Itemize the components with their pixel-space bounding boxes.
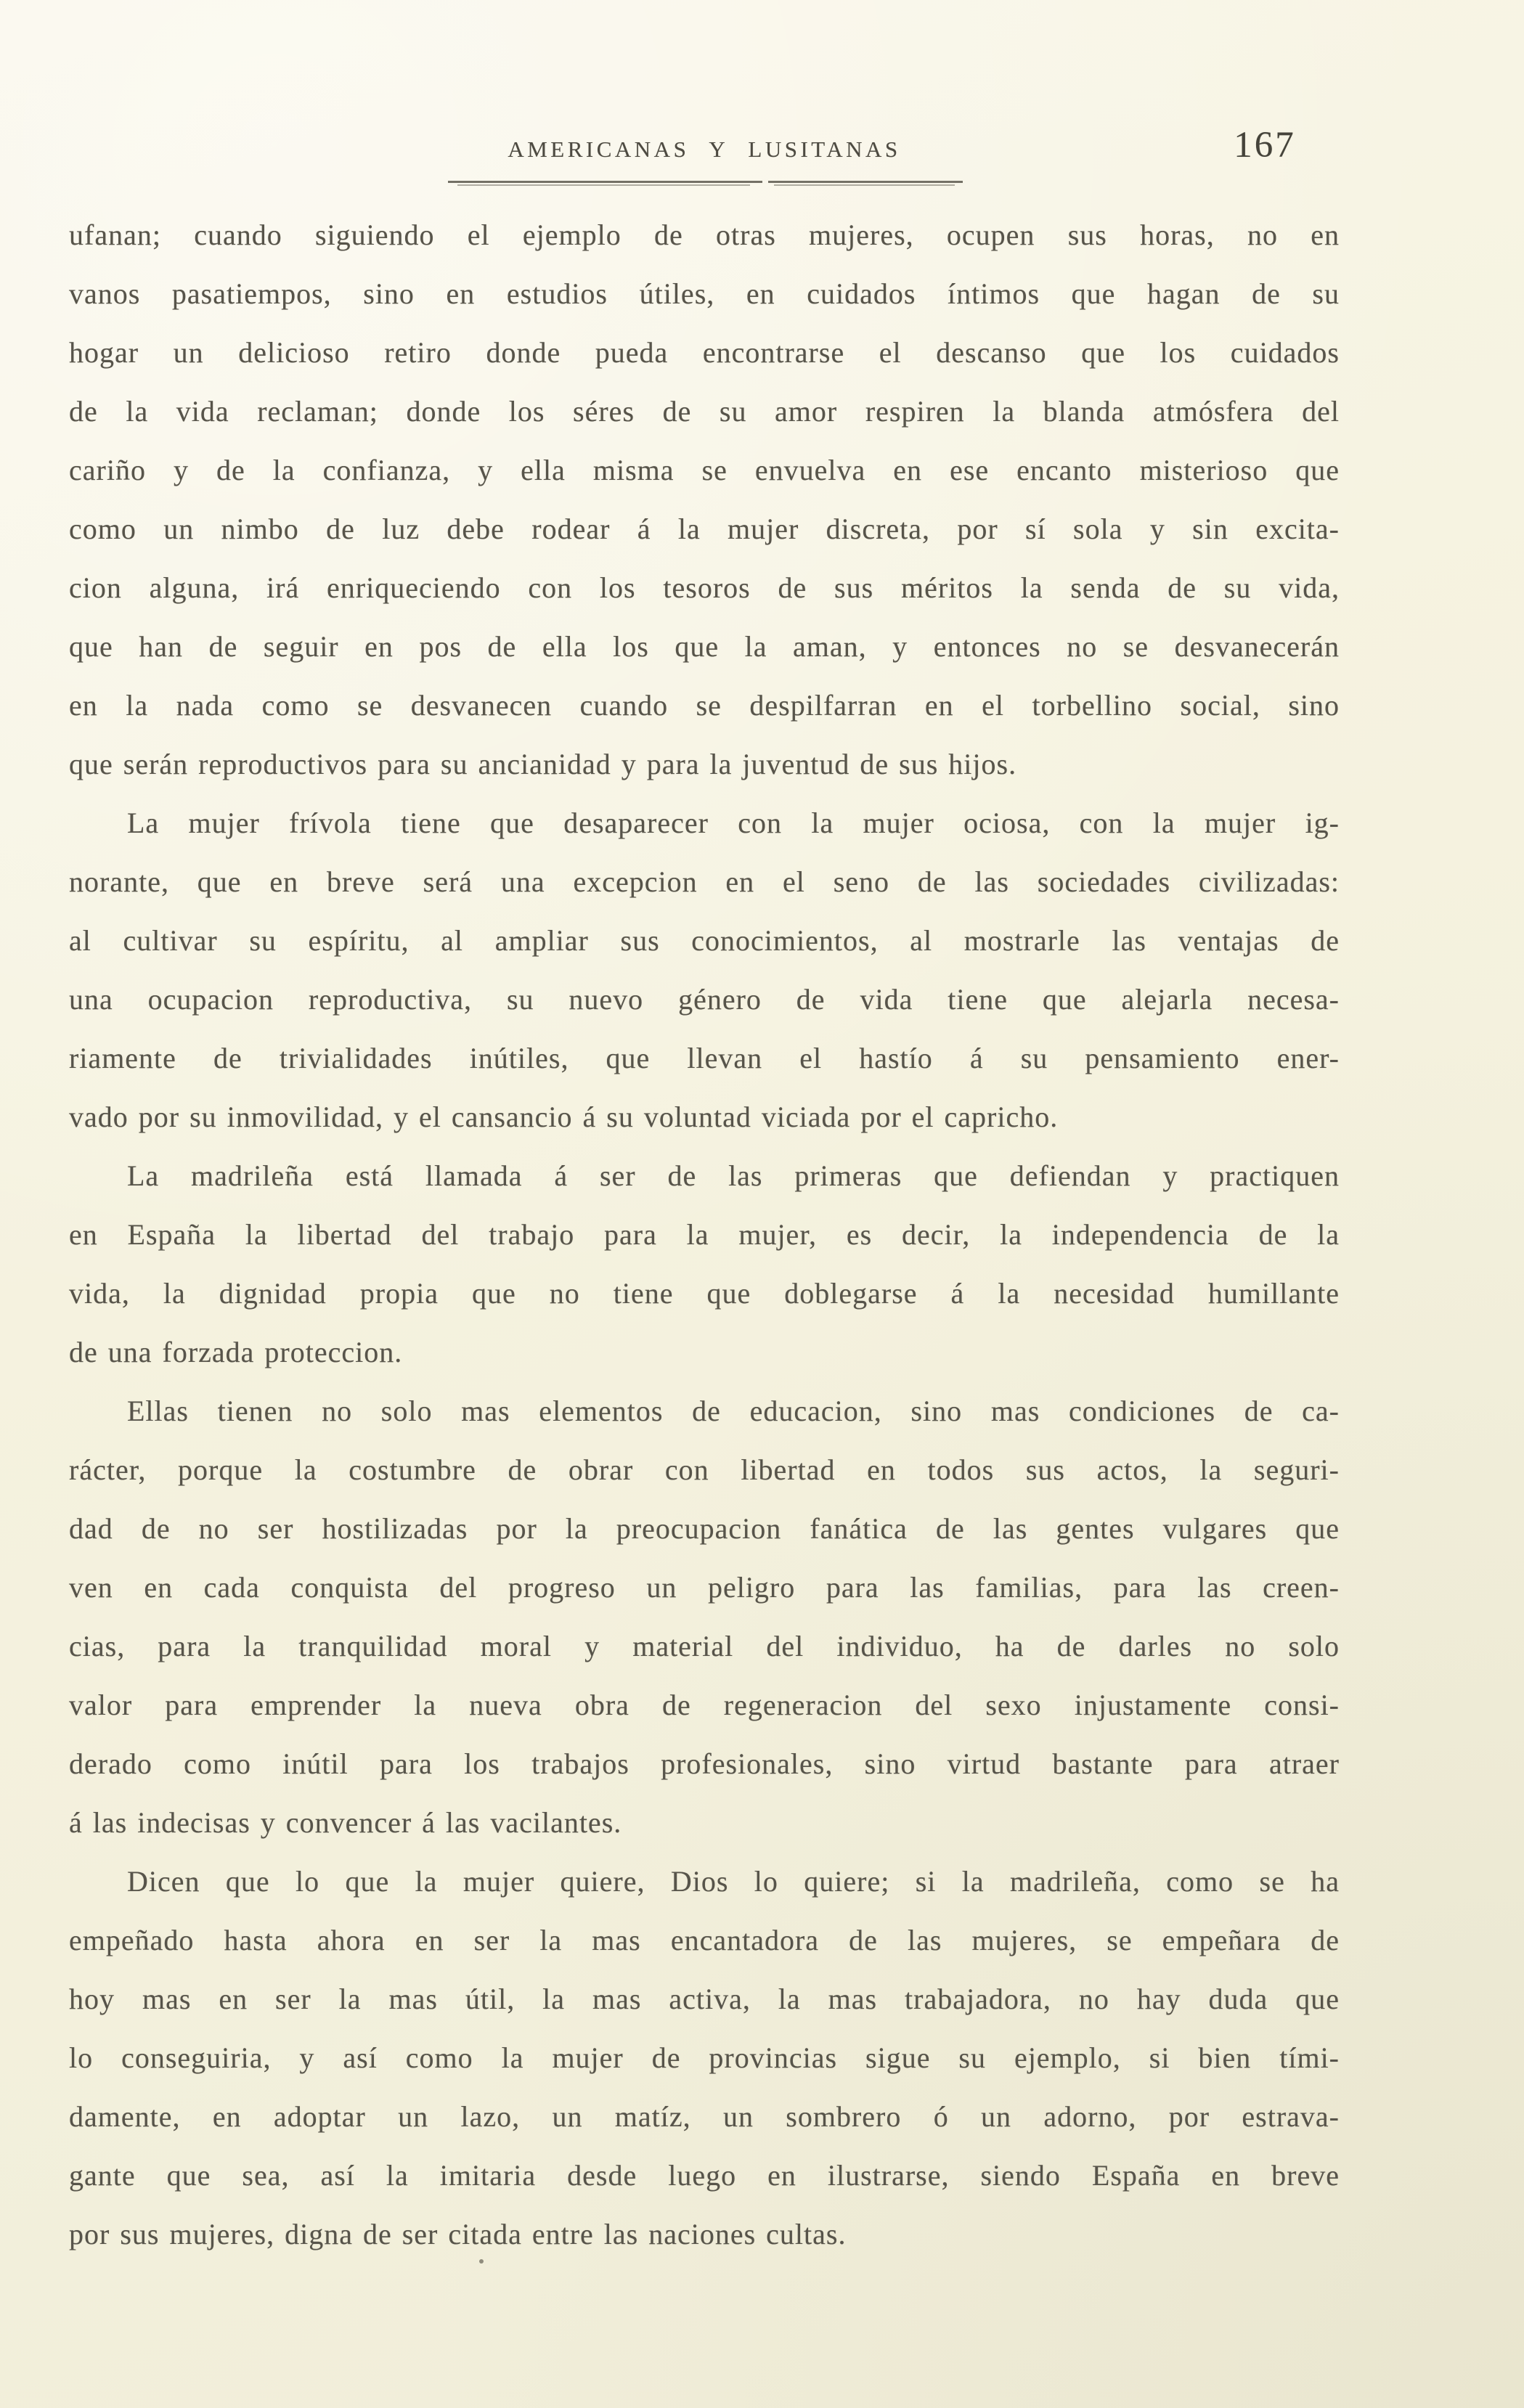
running-header: AMERICANAS Y LUSITANAS: [508, 136, 901, 162]
text-line: hogar un delicioso retiro donde pueda encontrarse el descanso que los cuidados: [69, 336, 1340, 369]
text-line: cias, para la tranquilidad moral y material del individuo, ha de darles no solo: [69, 1630, 1340, 1662]
text-line: por sus mujeres, digna de ser citada entre las naciones cultas.: [69, 2218, 847, 2250]
text-line: hoy mas en ser la mas útil, la mas activa, la mas trabajadora, no hay duda que: [69, 1983, 1340, 2015]
text-line: en la nada como se desvanecen cuando se despilfarran en el torbellino social, sino: [69, 689, 1340, 722]
text-line: á las indecisas y convencer á las vacilantes.: [69, 1806, 622, 1839]
text-line: Dicen que lo que la mujer quiere, Dios lo quiere; si la madrileña, como se ha: [127, 1865, 1340, 1898]
text-line: vida, la dignidad propia que no tiene que doblegarse á la necesidad humillante: [69, 1277, 1340, 1310]
text-line: Ellas tienen no solo mas elementos de educacion, sino mas condiciones de ca-: [127, 1395, 1340, 1427]
text-line: vado por su inmovilidad, y el cansancio á su voluntad viciada por el capricho.: [69, 1101, 1059, 1133]
text-line: valor para emprender la nueva obra de regeneracion del sexo injustamente consi-: [69, 1689, 1340, 1721]
text-line: cariño y de la confianza, y ella misma se envuelva en ese encanto misterioso que: [69, 454, 1340, 486]
header-rule-left: [448, 181, 762, 183]
text-line: de una forzada proteccion.: [69, 1336, 403, 1368]
ink-speck: [479, 2259, 484, 2264]
text-line: La mujer frívola tiene que desaparecer con la mujer ociosa, con la mujer ig-: [127, 807, 1340, 839]
text-line: que serán reproductivos para su ancianidad y para la juventud de sus hijos.: [69, 748, 1017, 780]
text-line: dad de no ser hostilizadas por la preocupacion fanática de las gentes vulgares que: [69, 1512, 1340, 1545]
text-line: al cultivar su espíritu, al ampliar sus conocimientos, al mostrarle las ventajas de: [69, 924, 1340, 957]
text-line: como un nimbo de luz debe rodear á la mujer discreta, por sí sola y sin excita-: [69, 513, 1340, 545]
text-line: rácter, porque la costumbre de obrar con libertad en todos sus actos, la seguri-: [69, 1453, 1340, 1486]
text-line: cion alguna, irá enriqueciendo con los tesoros de sus méritos la senda de su vida,: [69, 571, 1340, 604]
text-line: en España la libertad del trabajo para la mujer, es decir, la independencia de la: [69, 1218, 1340, 1251]
header-rule-right: [768, 181, 963, 183]
text-line: derado como inútil para los trabajos profesionales, sino virtud bastante para atraer: [69, 1747, 1340, 1780]
text-line: vanos pasatiempos, sino en estudios útiles, en cuidados íntimos que hagan de su: [69, 277, 1340, 310]
text-line: damente, en adoptar un lazo, un matíz, un sombrero ó un adorno, por estrava-: [69, 2100, 1340, 2133]
page-number: 167: [1234, 125, 1296, 166]
text-line: ufanan; cuando siguiendo el ejemplo de otras mujeres, ocupen sus horas, no en: [69, 219, 1340, 251]
text-line: riamente de trivialidades inútiles, que llevan el hastío á su pensamiento ener-: [69, 1042, 1340, 1074]
text-line: ven en cada conquista del progreso un peligro para las familias, para las creen-: [69, 1571, 1340, 1604]
text-line: que han de seguir en pos de ella los que la aman, y entonces no se desvanecerán: [69, 630, 1340, 663]
text-line: gante que sea, así la imitaria desde luego en ilustrarse, siendo España en breve: [69, 2159, 1340, 2192]
text-line: norante, que en breve será una excepcion en el seno de las sociedades civilizadas:: [69, 865, 1340, 898]
text-line: empeñado hasta ahora en ser la mas encantadora de las mujeres, se empeñara de: [69, 1924, 1340, 1956]
text-line: de la vida reclaman; donde los séres de su amor respiren la blanda atmósfera del: [69, 395, 1340, 428]
text-line: La madrileña está llamada á ser de las primeras que defiendan y practiquen: [127, 1159, 1340, 1192]
text-line: una ocupacion reproductiva, su nuevo género de vida tiene que alejarla necesa-: [69, 983, 1340, 1016]
body-text: [69, 205, 1340, 2264]
text-line: lo conseguiria, y así como la mujer de provincias sigue su ejemplo, si bien tími-: [69, 2041, 1340, 2074]
